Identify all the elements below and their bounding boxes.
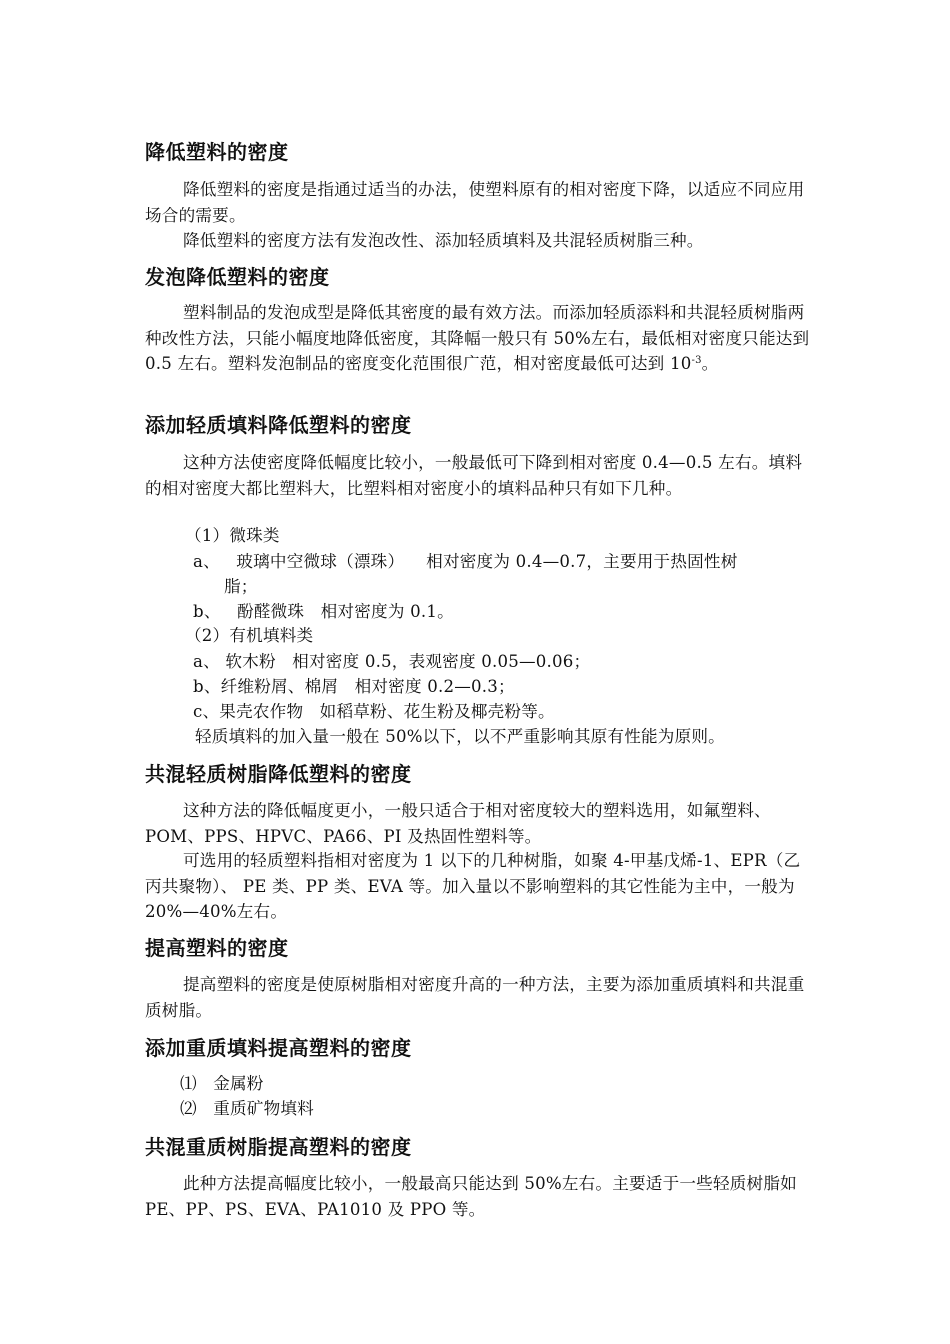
superscript: -3 bbox=[691, 355, 702, 366]
list-item: ⑴ 金属粉 bbox=[180, 1074, 264, 1093]
list-group-label: （1）微珠类 bbox=[185, 526, 280, 545]
paragraph: 可选用的轻质塑料指相对密度为 1 以下的几种树脂，如聚 4-甲基戊烯-1、EPR（乙丙共聚物）、 PE 类、PP 类、EVA 等。加入量以不影响塑料的其它性能为主中，一般为 20%—40%左右。 bbox=[145, 851, 801, 921]
paragraph: 提高塑料的密度是使原树脂相对密度升高的一种方法，主要为添加重质填料和共混重质树脂。 bbox=[145, 975, 805, 1020]
paragraph: 降低塑料的密度是指通过适当的办法，使塑料原有的相对密度下降，以适应不同应用场合的需要。 bbox=[145, 180, 805, 225]
paragraph: 这种方法使密度降低幅度比较小，一般最低可下降到相对密度 0.4—0.5 左右。填料的相对密度大都比塑料大，比塑料相对密度小的填料品种只有如下几种。 bbox=[145, 453, 803, 498]
list-item-continuation: 脂； bbox=[224, 577, 258, 596]
section-heading: 发泡降低塑料的密度 bbox=[145, 265, 330, 289]
section-heading: 提高塑料的密度 bbox=[145, 936, 289, 960]
section-heading: 添加轻质填料降低塑料的密度 bbox=[145, 413, 412, 437]
section-heading: 共混重质树脂提高塑料的密度 bbox=[145, 1135, 412, 1159]
list-item: a、 玻璃中空微球（漂珠） 相对密度为 0.4—0.7，主要用于热固性树 bbox=[193, 552, 738, 571]
paragraph: 此种方法提高幅度比较小，一般最高只能达到 50%左右。主要适于一些轻质树脂如 PE、PP、PS、EVA、PA1010 及 PPO 等。 bbox=[145, 1174, 797, 1219]
list-item: a、 软木粉 相对密度 0.5，表观密度 0.05—0.06； bbox=[193, 652, 591, 671]
paragraph: 降低塑料的密度方法有发泡改性、添加轻质填料及共混轻质树脂三种。 bbox=[183, 231, 704, 250]
section-heading: 降低塑料的密度 bbox=[145, 140, 289, 164]
list-item: b、纤维粉屑、棉屑 相对密度 0.2—0.3； bbox=[193, 677, 515, 696]
list-group-label: （2）有机填料类 bbox=[185, 626, 314, 645]
paragraph: 塑料制品的发泡成型是降低其密度的最有效方法。而添加轻质添料和共混轻质树脂两种改性方法，只能小幅度地降低密度，其降幅一般只有 50%左右，最低相对密度只能达到 0.5 左右。塑料发泡制品的密度变化范围很广范，相对密度最低可达到 $10^{-3}$。 bbox=[145, 303, 810, 373]
note-text: 轻质填料的加入量一般在 50%以下，以不严重影响其原有性能为原则。 bbox=[195, 727, 725, 746]
section-heading: 添加重质填料提高塑料的密度 bbox=[145, 1036, 412, 1060]
paragraph: 这种方法的降低幅度更小，一般只适合于相对密度较大的塑料选用，如氟塑料、POM、PPS、HPVC、PA66、PI 及热固性塑料等。 bbox=[145, 801, 771, 846]
list-item: c、果壳农作物 如稻草粉、花生粉及椰壳粉等。 bbox=[193, 702, 555, 721]
section-heading: 共混轻质树脂降低塑料的密度 bbox=[145, 762, 412, 786]
list-item: ⑵ 重质矿物填料 bbox=[180, 1099, 314, 1118]
list-item: b、 酚醛微珠 相对密度为 0.1。 bbox=[193, 602, 454, 621]
